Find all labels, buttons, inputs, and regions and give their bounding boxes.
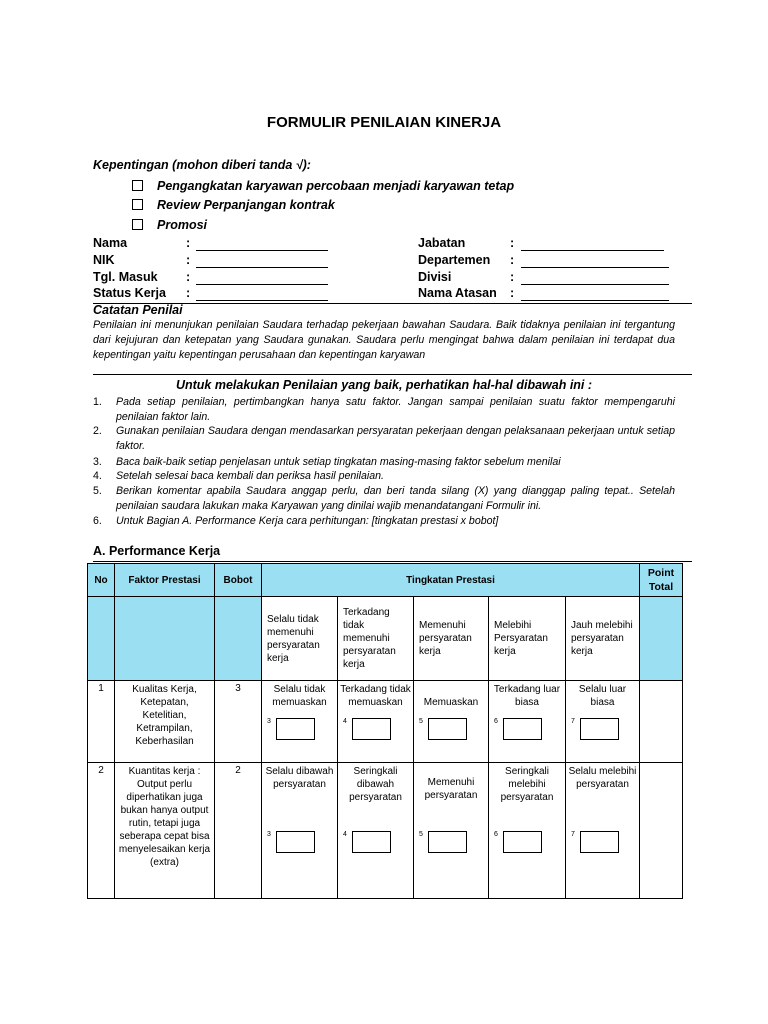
colon: : xyxy=(510,270,515,284)
table-row xyxy=(88,763,683,899)
level-cell: Terkadang luar biasa 6 xyxy=(489,681,566,763)
header-tingkatan: Tingkatan Prestasi xyxy=(262,564,640,597)
level-cell: Selalu luar biasa 7 xyxy=(566,681,640,763)
colon: : xyxy=(186,270,191,284)
divider xyxy=(93,561,692,562)
header-blank xyxy=(640,597,683,681)
field-tgl-masuk[interactable] xyxy=(196,284,328,285)
instructions-heading: Untuk melakukan Penilaian yang baik, perhatikan hal-hal dibawah ini : xyxy=(175,378,593,392)
colon: : xyxy=(186,286,191,300)
divider xyxy=(93,374,692,375)
row-no: 2 xyxy=(88,763,115,899)
table-row xyxy=(88,681,683,763)
checkbox-icon[interactable] xyxy=(132,199,143,210)
catatan-heading: Catatan Penilai xyxy=(93,303,183,317)
list-item: 4. Setelah selesai baca kembali dan periksa hasil penilaian. xyxy=(93,470,384,482)
list-item: 6. Untuk Bagian A. Performance Kerja cara perhitungan: [tingkatan prestasi x bobot] xyxy=(93,515,499,527)
level-3-header: Memenuhi persyaratan kerja xyxy=(414,597,489,681)
field-nik[interactable] xyxy=(196,267,328,268)
level-cell: Memenuhi persyaratan 5 xyxy=(414,763,489,899)
label-nik: NIK xyxy=(93,253,115,267)
label-tgl-masuk: Tgl. Masuk xyxy=(93,270,158,284)
level-cell: Memuaskan 5 xyxy=(414,681,489,763)
checkbox-icon[interactable] xyxy=(132,219,143,230)
catatan-text: Penilaian ini menunjukan penilaian Saudara terhadap pekerjaan bawahan Saudara. Baik tidaknya penilaian ini tergantung dari kejujuran dan ketepatan yang Saudara gunakan. Saudara perlu mengingat bahwa dalam penilaian ini terdapat dua kepentingan yaitu kepentingan perusahaan dan kepentingan karyawan xyxy=(93,319,675,361)
score-box[interactable] xyxy=(352,718,391,740)
label-departemen: Departemen xyxy=(418,253,491,267)
level-5-header: Jauh melebihi persyaratan kerja xyxy=(566,597,640,681)
list-item: 1. Pada setiap penilaian, pertimbangkan hanya satu faktor. Jangan sampai penilaian suatu faktor mempengaruhi penilaian faktor lain. xyxy=(93,396,675,423)
score-box[interactable] xyxy=(503,831,542,853)
colon: : xyxy=(186,236,191,250)
level-1-header: Selalu tidak memenuhi persyaratan kerja xyxy=(262,597,338,681)
label-status-kerja: Status Kerja xyxy=(93,286,166,300)
header-bobot: Bobot xyxy=(215,564,262,597)
header-no: No xyxy=(88,564,115,597)
header-point-total: Point Total xyxy=(640,564,683,597)
checkbox-icon[interactable] xyxy=(132,180,143,191)
colon: : xyxy=(510,236,515,250)
option-promosi[interactable]: Promosi xyxy=(132,218,207,232)
field-departemen[interactable] xyxy=(521,267,669,268)
row-faktor: Kualitas Kerja, Ketepatan, Ketelitian, Ketrampilan, Keberhasilan xyxy=(115,681,215,763)
level-cell: Selalu tidak memuaskan 3 xyxy=(262,681,338,763)
level-4-header: Melebihi Persyaratan kerja xyxy=(489,597,566,681)
form-title: FORMULIR PENILAIAN KINERJA xyxy=(266,114,502,131)
label-nama: Nama xyxy=(93,236,128,250)
header-blank xyxy=(215,597,262,681)
score-box[interactable] xyxy=(428,831,467,853)
label-jabatan: Jabatan xyxy=(418,236,466,250)
level-cell: Seringkali melebihi persyaratan 6 xyxy=(489,763,566,899)
level-cell: Seringkali dibawah persyaratan 4 xyxy=(338,763,414,899)
level-cell: Selalu dibawah persyaratan 3 xyxy=(262,763,338,899)
point-total-cell[interactable] xyxy=(640,681,683,763)
header-blank xyxy=(115,597,215,681)
option-review-kontrak[interactable]: Review Perpanjangan kontrak xyxy=(132,198,335,212)
field-status-kerja[interactable] xyxy=(196,300,328,301)
section-a-title: A. Performance Kerja xyxy=(93,544,221,558)
colon: : xyxy=(186,253,191,267)
score-box[interactable] xyxy=(276,718,315,740)
kepentingan-label: Kepentingan (mohon diberi tanda √): xyxy=(93,158,311,172)
field-jabatan[interactable] xyxy=(521,250,664,251)
option-pengangkatan[interactable]: Pengangkatan karyawan percobaan menjadi karyawan tetap xyxy=(132,179,514,193)
score-box[interactable] xyxy=(580,831,619,853)
score-box[interactable] xyxy=(352,831,391,853)
list-item: 5. Berikan komentar apabila Saudara anggap perlu, dan beri tanda silang (X) yang dianggap paling tepat.. Setelah penilaian saudara lakukan maka Karyawan yang dinilai wajib menandatangani Formulir ini. xyxy=(93,485,675,512)
list-item: 2. Gunakan penilaian Saudara dengan mendasarkan persyaratan pekerjaan dengan pelaksanaan pekerjaan untuk setiap faktor. xyxy=(93,425,675,452)
performance-table xyxy=(87,563,683,899)
header-blank xyxy=(88,597,115,681)
score-box[interactable] xyxy=(276,831,315,853)
label-divisi: Divisi xyxy=(418,270,452,284)
field-nama-atasan[interactable] xyxy=(521,300,669,301)
point-total-cell[interactable] xyxy=(640,763,683,899)
list-item: 3. Baca baik-baik setiap penjelasan untuk setiap tingkatan masing-masing faktor sebelum menilai xyxy=(93,456,561,468)
row-faktor: Kuantitas kerja : Output perlu diperhatikan juga bukan hanya output rutin, tetapi juga seberapa cepat bisa menyelesaikan kerja (extra) xyxy=(115,763,215,899)
row-bobot: 2 xyxy=(215,763,262,899)
field-divisi[interactable] xyxy=(521,284,669,285)
row-no: 1 xyxy=(88,681,115,763)
colon: : xyxy=(510,286,515,300)
score-box[interactable] xyxy=(580,718,619,740)
score-box[interactable] xyxy=(503,718,542,740)
score-box[interactable] xyxy=(428,718,467,740)
label-nama-atasan: Nama Atasan xyxy=(418,286,497,300)
row-bobot: 3 xyxy=(215,681,262,763)
header-faktor: Faktor Prestasi xyxy=(115,564,215,597)
level-cell: Terkadang tidak memuaskan 4 xyxy=(338,681,414,763)
level-cell: Selalu melebihi persyaratan 7 xyxy=(566,763,640,899)
level-2-header: Terkadang tidak memenuhi persyaratan kerja xyxy=(338,597,414,681)
field-nama[interactable] xyxy=(196,250,328,251)
colon: : xyxy=(510,253,515,267)
